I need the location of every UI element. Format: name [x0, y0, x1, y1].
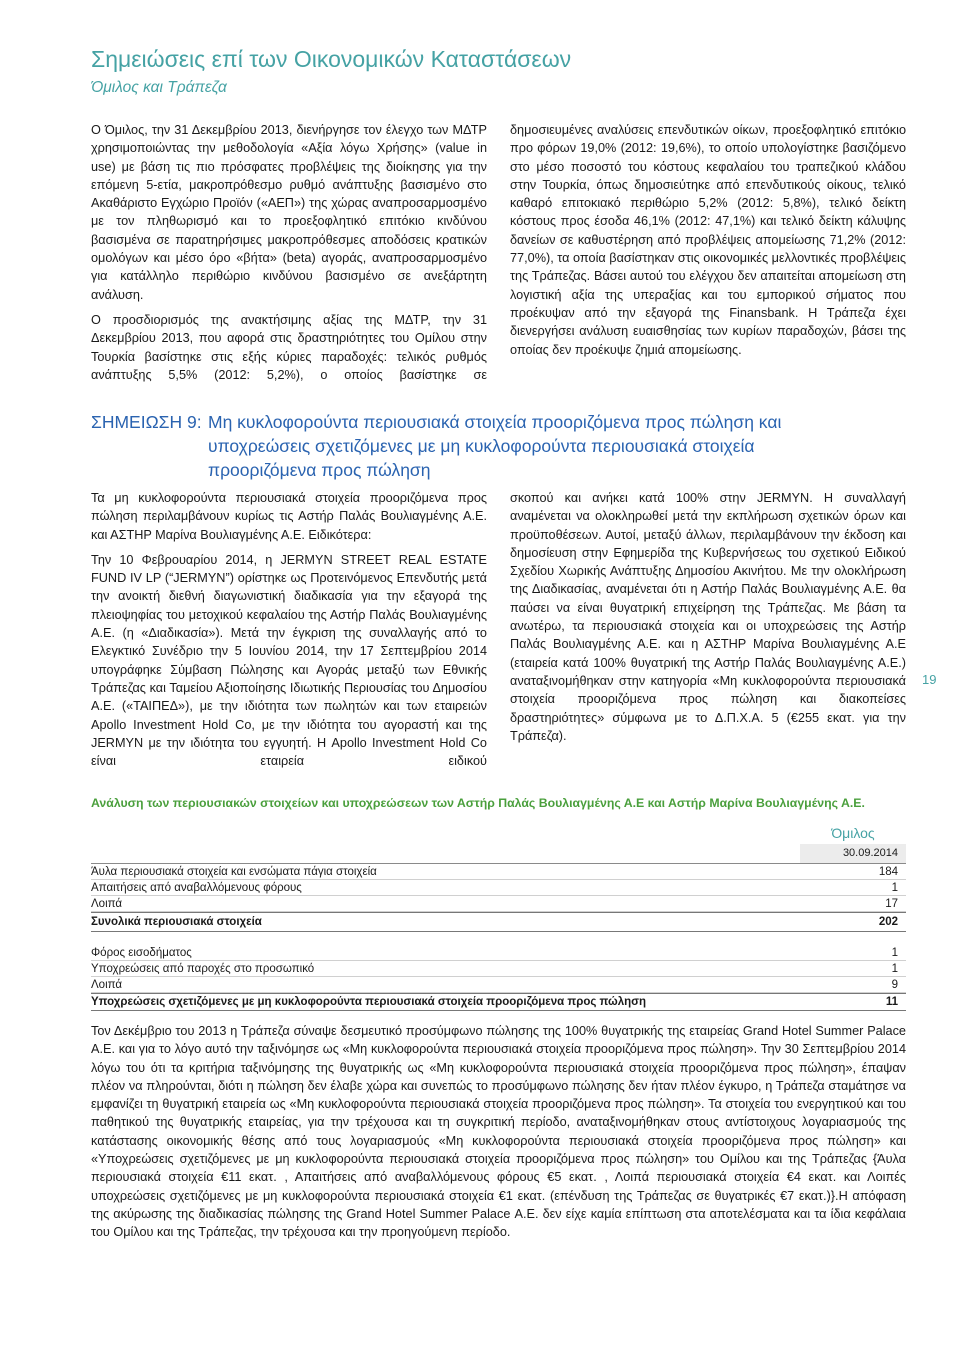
note-title-line: προοριζόμενα προς πώληση	[208, 460, 431, 480]
row-label: Υποχρεώσεις από παροχές στο προσωπικό	[91, 962, 315, 975]
table-row	[91, 864, 906, 880]
section2-right-column	[510, 489, 906, 752]
page-subtitle: Όμιλος και Τράπεζα	[91, 79, 227, 96]
row-label: Λοιπά	[91, 978, 123, 991]
note-title-line: Μη κυκλοφορούντα περιουσιακά στοιχεία προοριζόμενα προς πώληση και	[208, 412, 782, 432]
paragraph: δημοσιευμένες αναλύσεις επενδυτικών οίκων, προεξοφλητικό επιτόκιο προ φόρων 19,0% (2012: 19,6%), το οποίο υπολογίστηκε βασιζόμενο στο μέσο ποσοστό του κόστους κεφαλαίου του τραπεζικού κλάδου στην Τουρκία, όπως δημοσιεύτηκε από επενδυτικούς οίκους, τελικό καθαρό επιτοκιακό περιθώριο 5,2% (2012: 5,8%), τελικό δείκτη κόστους προς έσοδα 46,1% (2012: 47,1%) και τελικό δείκτη κάλυψης δανείων σε καθυστέρηση από προβλέψεις απομείωσης 71,2% (2012: 77,0%), τα οποία βασίστηκαν στις οικονομικές μελλοντικές προβλέψεις της Τράπεζας. Βάσει αυτού του ελέγχου δεν απαιτείται απομείωση στη λογιστική αξία της υπεραξίας και του εμπορικού σήματος που προέκυψαν από την εξαγορά της Finansbank. Η Τράπεζα έχει διενεργήσει ανάλυση ευαισθησίας των κυρίων παραδοχών, βάσει της οποίας δεν προέκυψε ζημιά απομείωσης.	[510, 123, 906, 357]
note-title	[208, 410, 781, 482]
paragraph: Ο Όμιλος, την 31 Δεκεμβρίου 2013, διενήργησε τον έλεγχο των ΜΔΤΡ χρησιμοποιώντας την μεθοδολογία «Αξία λόγω Χρήσης» (value in use) με βάση τις πιο πρόσφατες προβλέψεις της διοίκησης για την επόμενη 5-ετία, μακροπρόθεσμο ρυθμό ανάπτυξης βασισμένο στο Ακαθάριστο Εγχώριο Προϊόν («ΑΕΠ») της χώρας αναπροσαρμοσμένο με τον πληθωρισμό και το προεξοφλητικό επιτόκιο κινδύνου βασισμένα σε παρατηρήσιμες μακροπρόθεσμες αποδόσεις κρατικών ομολόγων και μέσο όρο «βήτα» (beta) αγοράς, αναπροσαρμοσμένο για κατάλληλο περιθώριο κινδύνου βασισμένο σε ανεξάρτητη ανάλυση.	[91, 123, 487, 302]
section1-right-column	[510, 121, 906, 366]
table-total-row	[91, 912, 906, 932]
analysis-heading: Ανάλυση των περιουσιακών στοιχείων και υποχρεώσεων των Αστήρ Παλάς Βουλιαγμένης Α.Ε και Αστήρ Μαρίνα Βουλιαγμένης Α.Ε.	[91, 796, 865, 810]
row-value: 1	[891, 962, 898, 975]
note-title-line: υποχρεώσεις σχετιζόμενες με μη κυκλοφορούντα περιουσιακά στοιχεία	[208, 436, 755, 456]
note-number: ΣΗΜΕΙΩΣΗ 9:	[91, 412, 202, 432]
table-header-row	[91, 822, 906, 844]
column-date-header: 30.09.2014	[800, 844, 906, 863]
table-total-row	[91, 993, 906, 1011]
paragraph: Την 10 Φεβρουαρίου 2014, η JERMYN STREET REAL ESTATE FUND IV LP (“JERMYN”) ορίστηκε ως Προτεινόμενος Επενδυτής μετά την ανοικτή διεθνή διαγωνιστική διαδικασία για την εξαγορά της πλειοψηφίας του μετοχικού κεφαλαίου της Αστήρ Παλάς Βουλιαγμένης Α.Ε. (η «Διαδικασία»). Μετά την έγκριση της συναλλαγής από το Ελεγκτικό Συνέδριο την 5 Ιουνίου 2014, την 17 Σεπτεμβρίου 2014 υπογράφηκε Σύμβαση Πώλησης και Αγοράς μεταξύ των Εθνικής Τράπεζας και Ταμείου Αξιοποίησης Ιδιωτικής Περιουσίας του Δημοσίου Α.Ε. («ΤΑΙΠΕΔ»), με την ιδιότητα των πωλητών και των εταιρειών Apollo Investment Hold Co, με την ιδιότητα του αγοραστή και της JERMYN με την ιδιότητα του εγγυητή. Η Apollo Investment Hold Co είναι εταιρεία ειδικού	[91, 552, 487, 769]
table-row	[91, 977, 906, 993]
section1-left-column	[91, 121, 487, 391]
row-label: Άυλα περιουσιακά στοιχεία και ενσώματα πάγια στοιχεία	[91, 865, 377, 878]
row-value: 11	[885, 996, 898, 1008]
row-label: Υποχρεώσεις σχετιζόμενες με μη κυκλοφορούντα περιουσιακά στοιχεία προοριζόμενα προς πώληση	[91, 996, 647, 1008]
row-label: Φόρος εισοδήματος	[91, 946, 192, 959]
row-value: 1	[891, 881, 898, 894]
closing-paragraph: Τον Δεκέμβριο του 2013 η Τράπεζα σύναψε δεσμευτικό προσύμφωνο πώλησης της 100% θυγατρικής της εταιρείας Grand Hotel Summer Palace Α.Ε. και για το λόγο αυτό την ταξινόμησε ως «Μη κυκλοφορούντα περιουσιακά στοιχεία προοριζόμενα προς πώληση». Την 30 Σεπτεμβρίου 2014 λόγω του ότι τα κριτήρια ταξινόμησης της θυγατρικής ως «Μη κυκλοφορούντα περιουσιακά στοιχεία προοριζόμενα προς πώληση», έπαψαν πλέον να πληρούνται, διότι η πώληση δεν έλαβε χώρα και συνεπώς το προσύμφωνο πώλησης δεν ήταν πλέον έγκυρο, η Τράπεζα σταμάτησε να εμφανίζει τη θυγατρική εταιρεία ως «Μη κυκλοφορούντα περιουσιακά στοιχεία προοριζόμενα προς πώληση». Τα στοιχεία του ενεργητικού και του παθητικού της θυγατρικής εταιρείας, για την τρέχουσα και τη συγκριτική περίοδο, αναταξινομήθηκαν στους αντίστοιχους λογαριασμούς της κατάστασης οικονομικής θέσης από τους λογαριασμούς «Μη κυκλοφορούντα περιουσιακά στοιχεία προοριζόμενα προς πώληση» και «Υποχρεώσεις σχετιζόμενες με μη κυκλοφορούντα περιουσιακά στοιχεία προοριζόμενα προς πώληση» του Ομίλου και της Τράπεζας {Άυλα περιουσιακά στοιχεία €11 εκατ. , Απαιτήσεις από αναβαλλόμενους φόρους €5 εκατ. , Λοιπά περιουσιακά στοιχεία €4 εκατ. και Λοιπές υποχρεώσεις σχετιζόμενες με μη κυκλοφορούντα περιουσιακά στοιχεία €1 εκατ. (επένδυση της Τράπεζας σε θυγατρικές €7 εκατ.)}.Η απόφαση της ακύρωσης της διαδικασίας πώλησης της Grand Hotel Summer Palace Α.Ε. δεν είχε καμία επίπτωση στα αποτελέσματα και τα ίδια κεφάλαια του Ομίλου και της Τράπεζας, την τρέχουσα και την προηγούμενη περίοδο.	[91, 1024, 906, 1240]
held-for-sale-table	[91, 822, 906, 1011]
note-heading	[91, 410, 906, 482]
page-title: Σημειώσεις επί των Οικονομικών Καταστάσεων	[91, 46, 572, 72]
table-row	[91, 945, 906, 961]
row-value: 17	[885, 897, 898, 910]
row-value: 202	[878, 916, 898, 928]
column-group-header: Όμιλος	[831, 825, 875, 841]
paragraph: Ο προσδιορισμός της ανακτήσιμης αξίας της ΜΔΤΡ, την 31 Δεκεμβρίου 2013, που αφορά στις δραστηριότητες του Ομίλου στην Τουρκία βασίστηκε στις εξής κύριες παραδοχές: τελικός ρυθμός ανάπτυξης 5,5% (2012: 5,2%), ο οποίος βασίστηκε σε	[91, 312, 487, 382]
paragraph: σκοπού και ανήκει κατά 100% στην JERMYN. Η συναλλαγή αναμένεται να ολοκληρωθεί μετά την εκπλήρωση σχετικών όρων και προϋποθέσεων. Αυτοί, μεταξύ άλλων, περιλαμβάνουν την έκδοση και δημοσίευση στην Εφημερίδα της Κυβερνήσεως του σχετικού Ειδικού Σχεδίου Χωρικής Ανάπτυξης Δημοσίου Ακινήτου. Με την ολοκλήρωση της Διαδικασίας, αναμένεται ότι η Αστήρ Παλάς Βουλιαγμένης Α.Ε. θα παύσει να είναι θυγατρική επιχείρηση της Τράπεζας. Με βάση τα ανωτέρω, τα περιουσιακά στοιχεία και οι υποχρεώσεις της Αστήρ Παλάς Βουλιαγμένης Α.Ε. και η ΑΣΤΗΡ Μαρίνα Βουλιαγμένης Α.Ε (εταιρεία κατά 100% θυγατρική της Αστήρ Παλάς Βουλιαγμένης Α.Ε.) αναταξινομήθηκαν στην κατηγορία «Μη κυκλοφορούντα περιουσιακά στοιχεία προοριζόμενα προς πώληση και διακοπείσες δραστηριότητες» σύμφωνα με το Δ.Π.Χ.Α. 5 (€255 εκατ. για την Τράπεζα).	[510, 491, 906, 743]
table-row	[91, 896, 906, 912]
paragraph: Τα μη κυκλοφορούντα περιουσιακά στοιχεία προοριζόμενα προς πώληση περιλαμβάνουν κυρίως τις Αστήρ Παλάς Βουλιαγμένης Α.Ε. και ΑΣΤΗΡ Μαρίνα Βουλιαγμένης Α.Ε. Ειδικότερα:	[91, 491, 487, 542]
row-value: 184	[878, 865, 898, 878]
row-label: Λοιπά	[91, 897, 123, 910]
table-row	[91, 961, 906, 977]
row-label: Απαιτήσεις από αναβαλλόμενους φόρους	[91, 881, 302, 894]
table-date-row	[91, 844, 906, 864]
row-value: 9	[891, 978, 898, 991]
table-spacer	[91, 932, 906, 945]
row-value: 1	[891, 946, 898, 959]
section2-left-column	[91, 489, 487, 777]
row-label: Συνολικά περιουσιακά στοιχεία	[91, 916, 262, 928]
table-row	[91, 880, 906, 896]
page-number: 19	[922, 672, 937, 687]
